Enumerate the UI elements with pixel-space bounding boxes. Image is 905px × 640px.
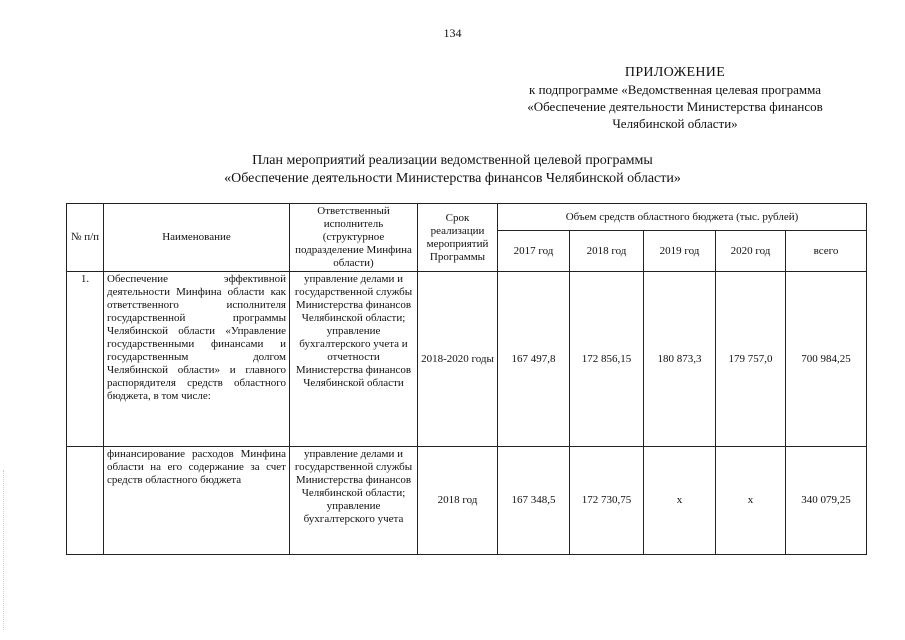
cell-2017: 167 497,8 (498, 272, 570, 447)
cell-total: 340 079,25 (786, 447, 867, 555)
cell-term: 2018-2020 годы (418, 272, 498, 447)
cell-2017: 167 348,5 (498, 447, 570, 555)
header-2018: 2018 год (570, 231, 644, 272)
page-number: 134 (443, 26, 462, 40)
header-total: всего (786, 231, 867, 272)
scan-margin-line (3, 470, 5, 630)
header-2017: 2017 год (498, 231, 570, 272)
plan-table (66, 203, 867, 555)
cell-total: 700 984,25 (786, 272, 867, 447)
cell-name: Обеспечение эффективной деятельности Минфина области как ответственного исполнителя государственной программы Челябинской области «Управление государственными финансами и государственным долгом Челябинской области» и главного распорядителя средств областного бюджета, в том числе: (104, 272, 290, 447)
header-term: Срок реализации мероприятий Программы (418, 204, 498, 272)
cell-2020: 179 757,0 (716, 272, 786, 447)
header-name: Наименование (104, 204, 290, 272)
cell-name: финансирование расходов Минфина области на его содержание за счет средств областного бюджета (104, 447, 290, 555)
appendix-line-3: Челябинской области» (612, 116, 738, 131)
appendix-heading: ПРИЛОЖЕНИЕ (624, 65, 726, 80)
cell-num (67, 447, 104, 555)
cell-2020: х (716, 447, 786, 555)
cell-executor: управление делами и государственной службы Министерства финансов Челябинской области; управление бухгалтерского учета (290, 447, 418, 555)
cell-executor: управление делами и государственной службы Министерства финансов Челябинской области; управление бухгалтерского учета и отчетности Министерства финансов Челябинской области (290, 272, 418, 447)
header-2020: 2020 год (716, 231, 786, 272)
document-title-line-2: «Обеспечение деятельности Министерства финансов Челябинской области» (224, 171, 681, 186)
header-num: № п/п (67, 204, 104, 272)
appendix-line-1: к подпрограмме «Ведомственная целевая программа (529, 82, 821, 97)
cell-2018: 172 730,75 (570, 447, 644, 555)
document-title (0, 152, 905, 188)
cell-2019: х (644, 447, 716, 555)
cell-num: 1. (67, 272, 104, 447)
header-executor: Ответственный исполнитель (структурное подразделение Минфина области) (290, 204, 418, 272)
cell-2018: 172 856,15 (570, 272, 644, 447)
document-title-line-1: План мероприятий реализации ведомственной целевой программы (252, 153, 653, 168)
appendix-line-2: «Обеспечение деятельности Министерства финансов (527, 99, 823, 114)
table-row (67, 447, 867, 555)
appendix-header (470, 64, 880, 132)
cell-term: 2018 год (418, 447, 498, 555)
cell-2019: 180 873,3 (644, 272, 716, 447)
header-2019: 2019 год (644, 231, 716, 272)
table-row (67, 272, 867, 447)
header-budget: Объем средств областного бюджета (тыс. рублей) (498, 204, 867, 231)
